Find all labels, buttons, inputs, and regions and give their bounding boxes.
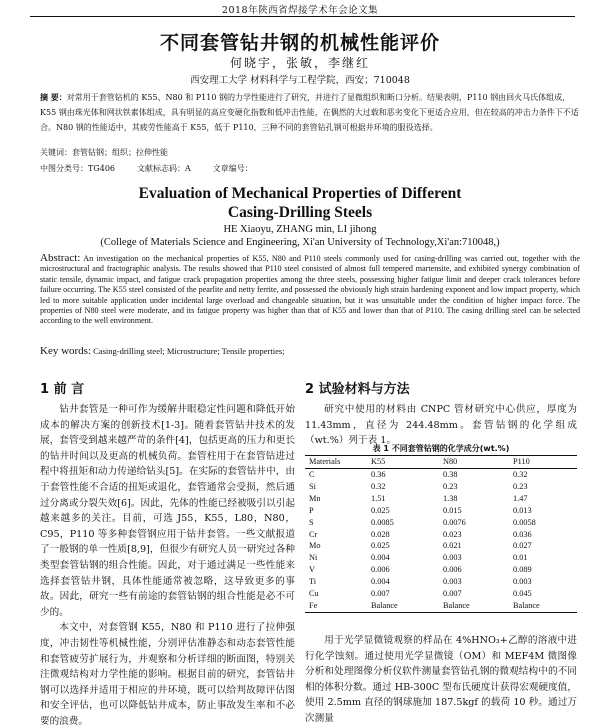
table-cell: 0.006 (371, 565, 390, 575)
chinese-authors: 何晓宇，张敏，李继红 (229, 56, 370, 70)
table-cell: P (309, 505, 314, 515)
english-title-line2: Casing-Drilling Steels (227, 204, 373, 221)
table-row (305, 600, 577, 612)
table-cell: 1.51 (371, 493, 386, 503)
table-cell: Balance (439, 600, 509, 612)
table-cell: 0.38 (443, 470, 458, 479)
table-cell: Balance (367, 600, 439, 612)
chinese-keywords (40, 147, 580, 158)
table-cell: 0.021 (443, 541, 462, 551)
section-1-body (40, 402, 295, 728)
english-abstract-label: Abstract: (40, 252, 81, 264)
table-cell: Balance (509, 600, 577, 612)
chinese-title: 不同套管钻井钢的机械性能评价 (159, 32, 440, 54)
english-abstract-text: An investigation on the mechanical properties of K55, N80 and P110 steels commonly used for casing-drilling was carried out, together with the microstructural and fractographic analysis. The results showed that P110 steel consisted of almost full tempered martensite, and exhibited synergy combination of static tensile, dynamic impact, and fatigue crack propagation properties among the three steels, possessing higher fatigue limit and deeper crack tolerances before failure occurring. The K55 steel consisted of the pearlite and netty ferrite, and possessed the obviously high strain hardening exponent and low impact property, which led to more suitable application under incidental large overload and changeable situation, but it was unsuitable under the condition of higher impact force. The properties of N80 steel were moderate, and its fatigue property was higher than that of K55 and lower than that of P110. The casing drilling steel can be selected according to the well environment. (40, 254, 580, 326)
table-cell: 0.23 (443, 481, 458, 491)
table-cell: 0.0076 (443, 517, 466, 527)
table-cell: 0.003 (443, 577, 462, 587)
chinese-keywords-label: 关键词： (40, 148, 72, 157)
table-cell: 0.004 (371, 553, 390, 563)
table-cell: 0.023 (443, 529, 462, 539)
chemical-composition-table (305, 455, 577, 613)
table-cell: C (309, 470, 315, 479)
doc-code-label: 文献标志码： (137, 164, 185, 173)
english-abstract (40, 253, 580, 327)
table-cell: 0.028 (371, 529, 390, 539)
table-row (305, 564, 577, 576)
table-cell: 0.025 (371, 541, 390, 551)
section-1-heading: 1 前 言 (40, 382, 85, 397)
table-cell: 0.01 (513, 553, 528, 563)
table-cell: 0.0085 (371, 517, 394, 527)
chinese-abstract (40, 90, 580, 135)
table-cell: 0.007 (371, 589, 390, 599)
table-row (305, 505, 577, 517)
section-2-heading: 2 试验材料与方法 (305, 382, 410, 397)
table-row (305, 469, 577, 481)
table-cell: 0.003 (513, 577, 532, 587)
table-row (305, 529, 577, 541)
table-cell: 0.36 (371, 470, 386, 479)
table-row (305, 588, 577, 600)
table-cell: Ni (309, 553, 318, 563)
clc-label: 中图分类号： (40, 164, 88, 173)
table-row (305, 481, 577, 493)
classification-line (40, 163, 580, 174)
english-title (0, 184, 600, 222)
english-keywords-text: Casing-drilling steel; Microstructure; Tensile properties; (93, 346, 285, 356)
section-2-intro: 研究中使用的材料由 CNPC 管材研究中心供应，厚度为 11.43mm，直径为 244.48mm。套管钻钢的化学组成（wt.%）列于表 1。 (305, 404, 577, 447)
table-cell: 0.0058 (513, 517, 536, 527)
table-header-cell: Materials (305, 456, 367, 469)
section-1-paragraph: 钻井套管是一种可作为缓解井眼稳定性问题和降低开始成本的解决方案的创新技术[1-3]。随着套管钻井技术的发展，套管受到越来越严苛的条件[4]，包括更高的压力和更长的钻井时间以及更高的机械负荷。套管柱用于在套管钻进过程中将扭矩和动力传递给钻头[5]。在实际的套管钻井中，由于套管性能不合适的扭矩或退化，套管通常会受损，然后通过分离或分裂失效[6]。因此，先体的性能已经被吸引以引起越来越多的关注。目前，可选 J55，K55，L80，N80，C95，P110 等多种套管钢应用于钻井套管。一些文献报道了一般钢的单一性质[8,9]，但很少有研究人员一研究过各种类型套管钻钢的组合性能。因此，对于通过满足一些性能来选择套管钻井钢，具体性能通常被忽略，这导致更多的事故。因此，研究一些有前途的套管钻钢的组合性能是必不可少的。 (40, 404, 295, 618)
table-cell: 0.003 (443, 553, 462, 563)
clc-value: TG406 (88, 164, 115, 173)
section-1-paragraph: 本文中，对套管钢 K55，N80 和 P110 进行了拉伸强度，冲击韧性等机械性能，分别评估准静态和动态套管性能和套管疲劳扩展行为，并观察和分析详细的断面图，特别关注微观结构对力学性能的影响。根据目前的研究，套管钻井钢可以选择并适用于相应的井环境，既可以给判故障评估图和安全评估，也可以降低钻井成本，防止事故发生率和不必要的浪费。 (40, 622, 295, 727)
english-authors: HE Xiaoyu, ZHANG min, LI jihong (223, 224, 377, 235)
doc-code-value: A (185, 164, 191, 173)
section-2-method-text: 用于光学显微镜观察的样品在 4%HNO₃+乙醇的溶液中进行化学蚀刻。通过使用光学显微镜（OM）和 MEF4M 微图像分析和处理图像分析仪软件测量套管钻孔钢的微观结构中的不同相的体积分数。通过 HB-300C 型布氏硬度计获得宏观硬度值，使用 2.5mm 直径的钢球施加 187.5kgf 的载荷 10 秒。通过万次测量 (305, 635, 577, 724)
table-row (305, 576, 577, 588)
table-cell: 0.007 (443, 589, 462, 599)
table-1-caption: 表 1 不同套管钻钢的化学成分(wt.%) (372, 444, 510, 453)
section-1-paragraphs (40, 402, 295, 728)
table-cell: 1.47 (513, 493, 528, 503)
english-title-line1: Evaluation of Mechanical Properties of Different (138, 185, 462, 202)
table-cell: 0.045 (513, 589, 532, 599)
section-2-body-top (305, 402, 577, 449)
table-cell: 0.006 (443, 565, 462, 575)
table-cell: Fe (305, 600, 367, 612)
table-cell: Mo (309, 541, 321, 551)
table-cell: 0.025 (371, 505, 390, 515)
table-cell: 1.38 (443, 493, 458, 503)
table-cell: S (309, 517, 314, 527)
table-row (305, 552, 577, 564)
english-affiliation: (College of Materials Science and Engineering, Xi'an University of Technology,Xi'an:710048,) (100, 237, 500, 248)
article-no-label: 文章编号： (212, 164, 253, 173)
table-cell: Si (309, 481, 316, 491)
table-cell: Cr (309, 529, 318, 539)
table-cell: 0.004 (371, 577, 390, 587)
table-cell: 0.027 (513, 541, 532, 551)
chinese-keywords-text: 套管钻钢；组织；拉伸性能 (72, 148, 168, 157)
english-keywords (40, 345, 580, 357)
table-cell: Mn (309, 493, 321, 503)
table-cell: Cu (309, 589, 319, 599)
table-cell: 0.32 (513, 470, 528, 479)
header-rule (30, 16, 575, 17)
table-cell: 0.089 (513, 565, 532, 575)
table-cell: V (309, 565, 315, 575)
chinese-abstract-text: 对常用于套管钻机的 K55、N80 和 P110 钢的力学性能进行了研究，并进行了显微组织和断口分析。结果表明，P110 钢由回火马氏体组成，K55 钢由珠光体和网状铁素体组成，具有明显的高应变硬化指数和低冲击性能，在偶然的大过载和恶劣变化下更适合应用，但在较高的冲击力条件下不适合。N80 钢的性能适中，其疲劳性能高于 K55，低于 P110，三种不同的套管钻孔钢可根据井环境的服役选择。 (40, 93, 579, 132)
table-row (305, 517, 577, 529)
table-cell: 0.32 (371, 481, 386, 491)
chinese-affiliation: 西安理工大学 材料科学与工程学院，西安；710048 (190, 75, 410, 86)
table-header-cell: N80 (439, 456, 509, 469)
table-cell: 0.013 (513, 505, 532, 515)
table-header-row (305, 456, 577, 469)
table-header-cell: K55 (367, 456, 439, 469)
table-cell: 0.015 (443, 505, 462, 515)
table-row (305, 493, 577, 505)
english-keywords-label: Key words: (40, 345, 92, 357)
table-cell: 0.036 (513, 529, 532, 539)
table-cell: Ti (309, 577, 317, 587)
table-header-cell: P110 (509, 456, 577, 469)
running-header: 2018年陕西省焊接学术年会论文集 (221, 5, 379, 16)
table-body (305, 469, 577, 613)
chinese-abstract-label: 摘 要： (40, 93, 67, 102)
section-2-body-bottom (305, 633, 577, 727)
table-cell: 0.23 (513, 481, 528, 491)
table-row (305, 540, 577, 552)
